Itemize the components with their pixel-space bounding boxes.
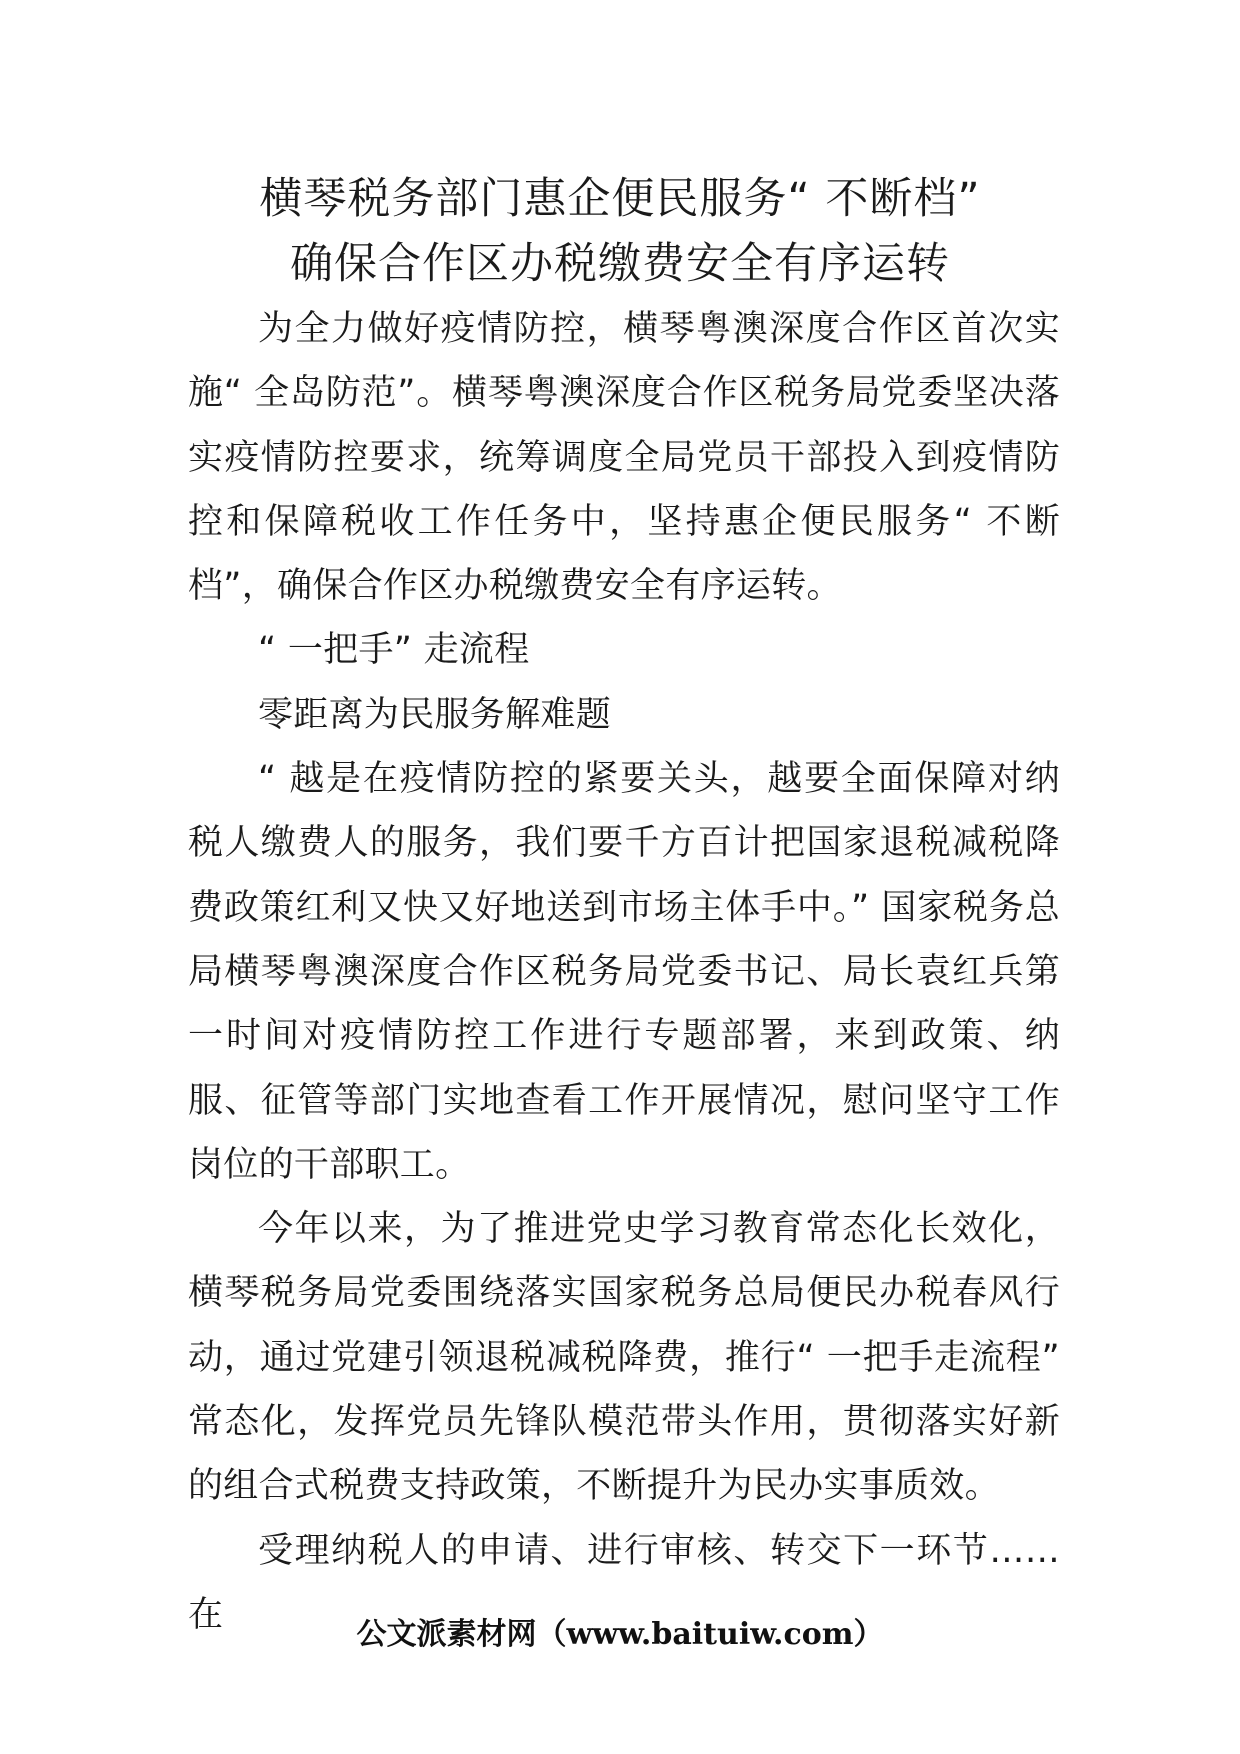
document-body <box>188 297 1060 1647</box>
footer-source: 公文派素材网（www.baituiw.com） <box>356 1617 884 1652</box>
body-paragraph: 受理纳税人的申请、进行审核、转交下一环节……在 <box>188 1530 1060 1635</box>
body-paragraph: 为全力做好疫情防控，横琴粤澳深度合作区首次实施“ 全岛防范”。横琴粤澳深度合作区税务局党委坚决落实疫情防控要求，统筹调度全局党员干部投入到疫情防控和保障税收工作任务中，坚持惠企便民服务“ 不断档”，确保合作区办税缴费安全有序运转。 <box>188 309 1060 607</box>
body-paragraph: “ 越是在疫情防控的紧要关头，越要全面保障对纳税人缴费人的服务，我们要千方百计把国家退税减税降费政策红利又快又好地送到市场主体手中。” 国家税务总局横琴粤澳深度合作区税务局党委书记、局长袁红兵第一时间对疫情防控工作进行专题部署，来到政策、纳服、征管等部门实地查看工作开展情况，慰问坚守工作岗位的干部职工。 <box>188 759 1060 1185</box>
body-subheading: 零距离为民服务解难题 <box>258 694 612 735</box>
document-title-line-2: 确保合作区办税缴费安全有序运转 <box>290 239 950 289</box>
body-subheading: “ 一把手” 走流程 <box>258 630 530 671</box>
body-paragraph: 今年以来，为了推进党史学习教育常态化长效化，横琴税务局党委围绕落实国家税务总局便民办税春风行动，通过党建引领退税减税降费，推行“ 一把手走流程” 常态化，发挥党员先锋队模范带头作用，贯彻落实好新的组合式税费支持政策，不断提升为民办实事质效。 <box>188 1209 1060 1507</box>
document-title-line-1: 横琴税务部门惠企便民服务“ 不断档” <box>259 174 981 224</box>
